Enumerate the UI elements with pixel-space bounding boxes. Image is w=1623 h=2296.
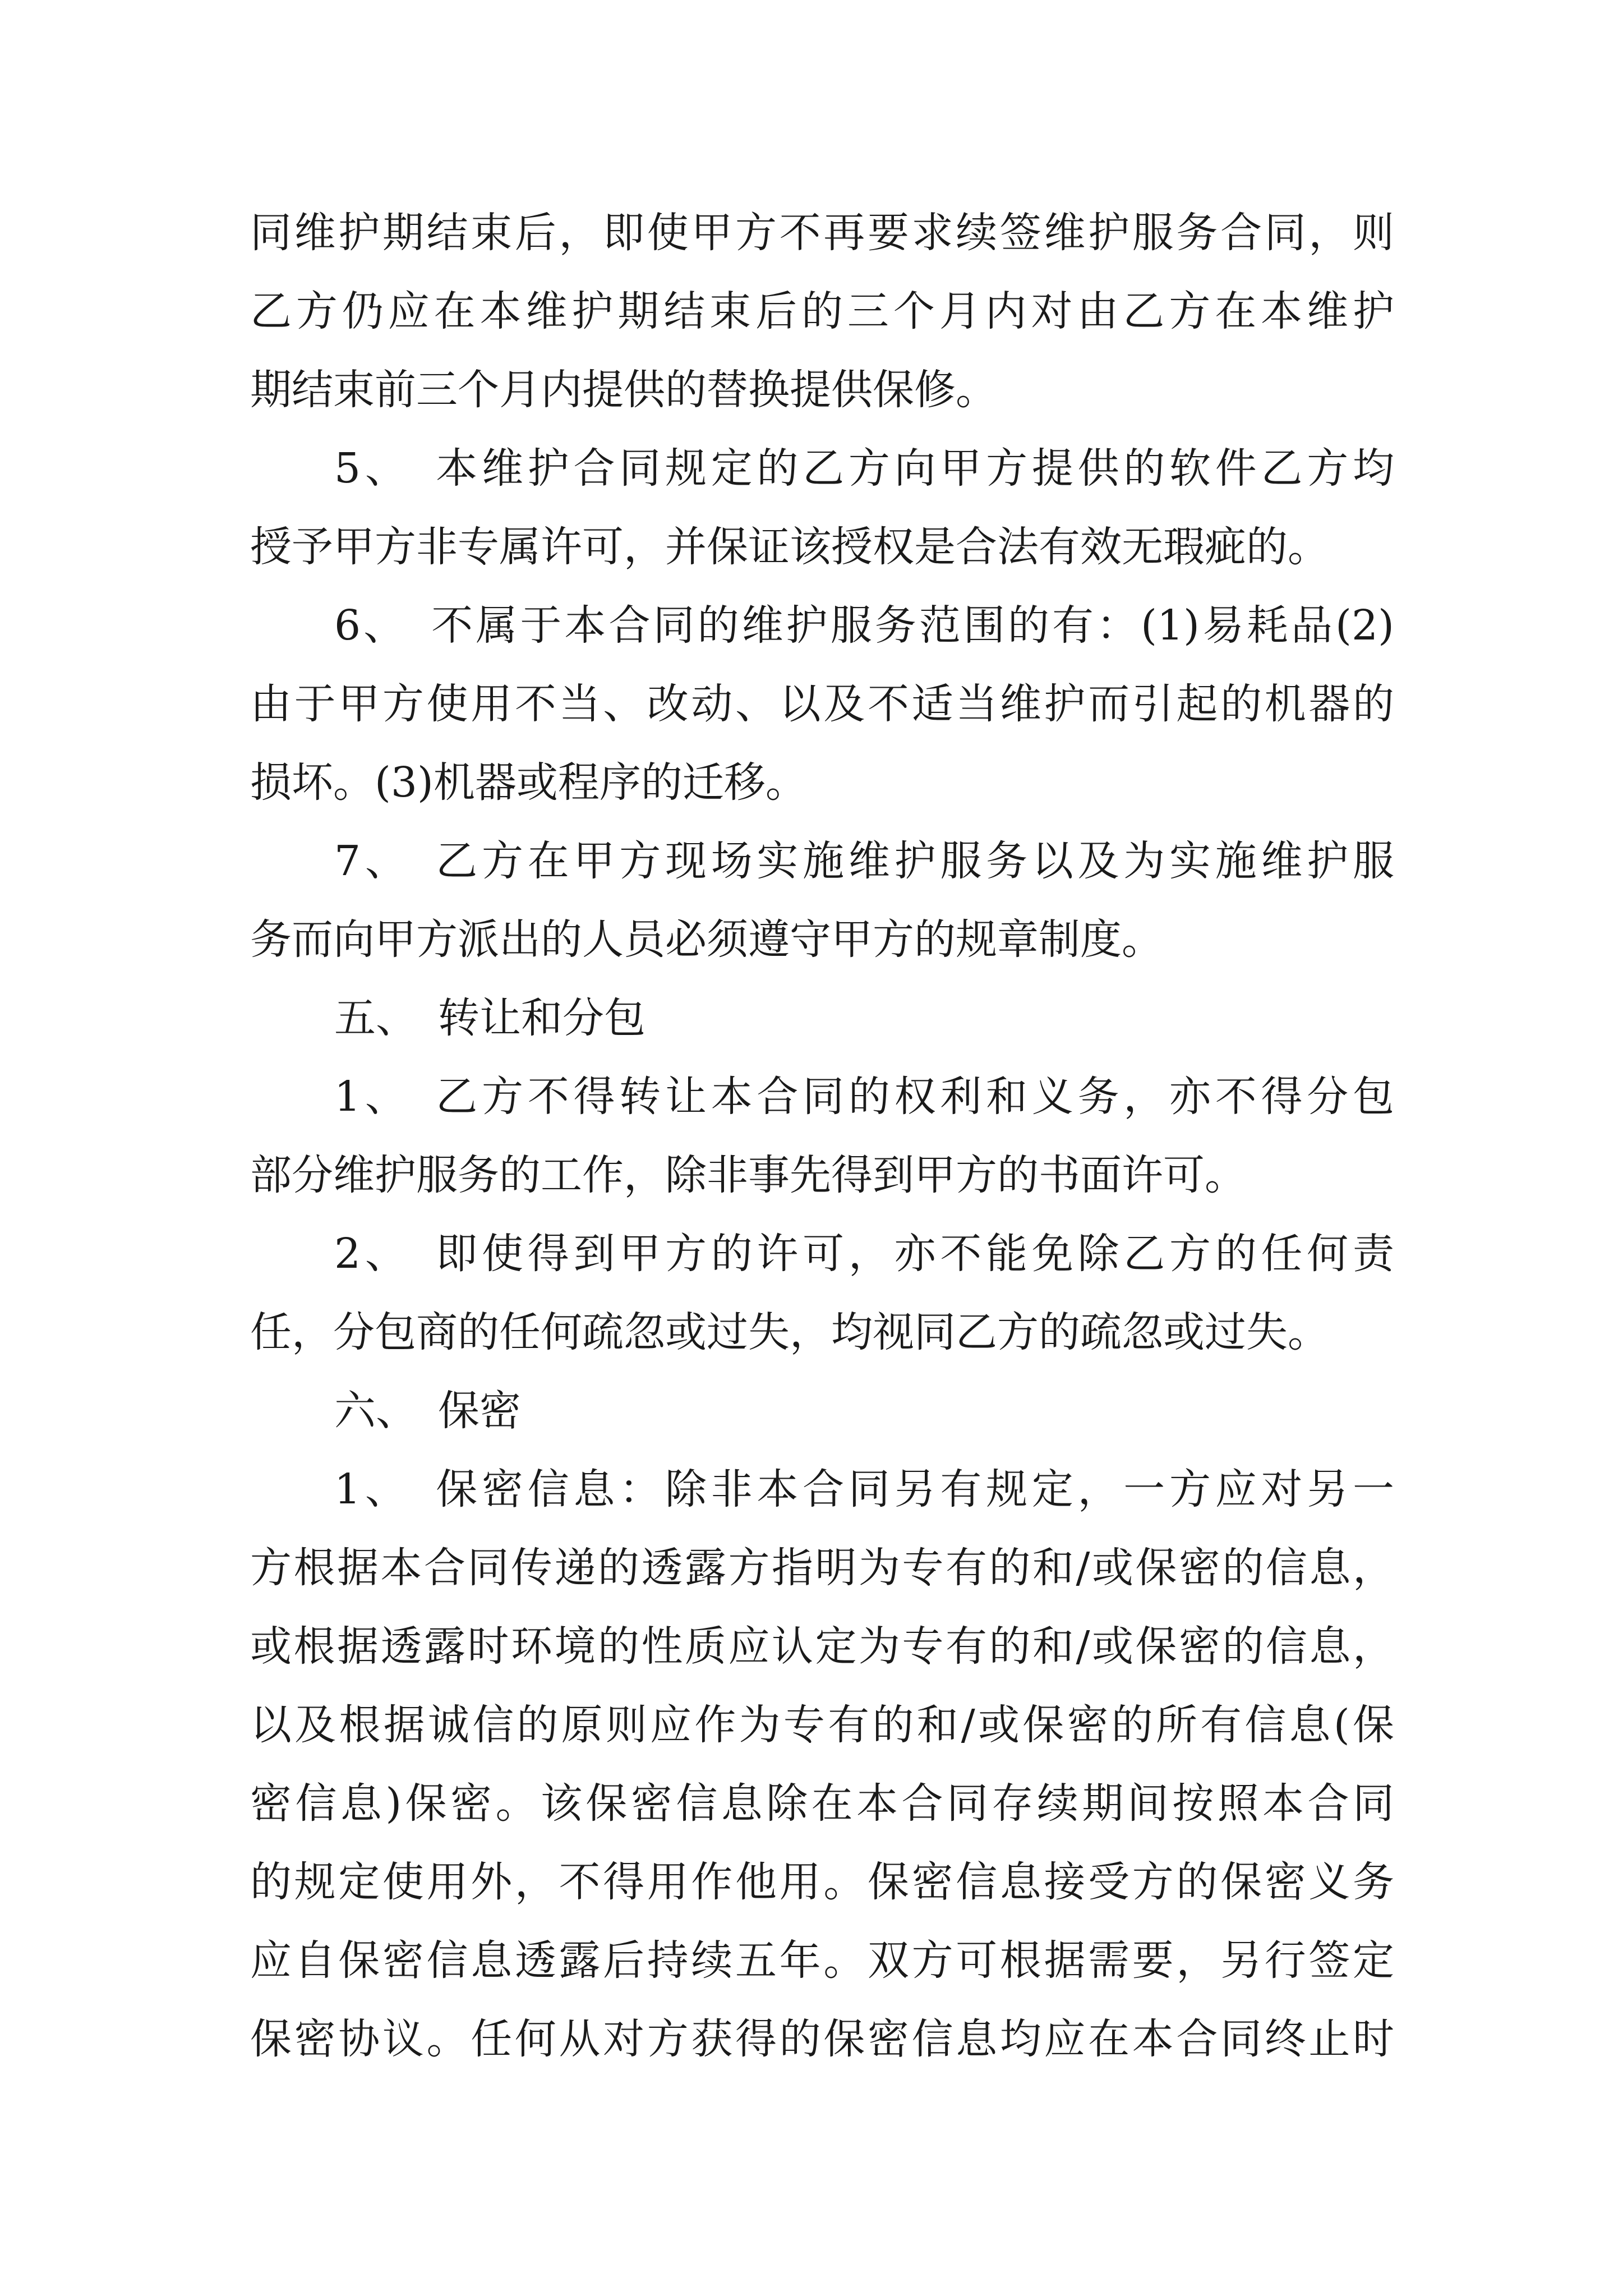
text-line: 由于甲方使用不当、改动、以及不适当维护而引起的机器的 — [250, 680, 1394, 728]
list-item-6: 6、 不属于本合同的维护服务范围的有：(1)易耗品(2) — [334, 601, 1394, 650]
text-line: 密信息)保密。该保密信息除在本合同存续期间按照本合同 — [250, 1779, 1394, 1828]
text-line: 期结束前三个月内提供的替换提供保修。 — [250, 366, 997, 414]
text-line: 或根据透露时环境的性质应认定为专有的和/或保密的信息， — [250, 1622, 1394, 1671]
text-line: 的规定使用外，不得用作他用。保密信息接受方的保密义务 — [250, 1858, 1394, 1906]
list-item-5: 5、 本维护合同规定的乙方向甲方提供的软件乙方均 — [334, 444, 1394, 493]
section-heading: 五、 转让和分包 — [334, 994, 645, 1042]
text-line: 损坏。(3)机器或程序的迁移。 — [250, 758, 807, 807]
text-line: 以及根据诚信的原则应作为专有的和/或保密的所有信息(保 — [250, 1701, 1394, 1749]
list-item-2: 2、 即使得到甲方的许可，亦不能免除乙方的任何责 — [334, 1230, 1394, 1278]
text-line: 方根据本合同传递的透露方指明为专有的和/或保密的信息， — [250, 1544, 1394, 1592]
text-line: 乙方仍应在本维护期结束后的三个月内对由乙方在本维护 — [250, 287, 1394, 335]
text-line: 务而向甲方派出的人员必须遵守甲方的规章制度。 — [250, 915, 1163, 964]
text-line: 同维护期结束后，即使甲方不再要求续签维护服务合同，则 — [250, 209, 1394, 257]
text-line: 任，分包商的任何疏忽或过失，均视同乙方的疏忽或过失。 — [250, 1308, 1329, 1356]
list-item-1: 1、 保密信息：除非本合同另有规定，一方应对另一 — [334, 1465, 1394, 1513]
section-heading: 六、 保密 — [334, 1387, 521, 1435]
text-line: 应自保密信息透露后持续五年。双方可根据需要，另行签定 — [250, 1936, 1394, 1985]
text-line: 部分维护服务的工作，除非事先得到甲方的书面许可。 — [250, 1151, 1246, 1199]
text-line: 保密协议。任何从对方获得的保密信息均应在本合同终止时 — [250, 2015, 1394, 2063]
text-line: 授予甲方非专属许可，并保证该授权是合法有效无瑕疵的。 — [250, 523, 1329, 571]
list-item-7: 7、 乙方在甲方现场实施维护服务以及为实施维护服 — [334, 837, 1394, 885]
list-item-1: 1、 乙方不得转让本合同的权利和义务，亦不得分包 — [334, 1073, 1394, 1121]
